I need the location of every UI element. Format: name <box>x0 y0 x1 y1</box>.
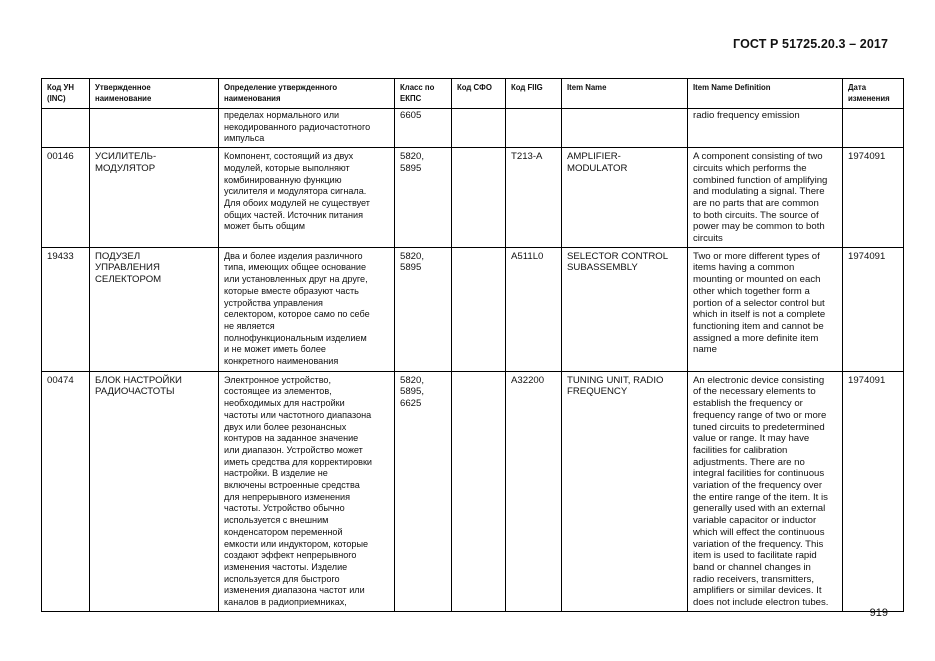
cell-code: 00146 <box>42 148 90 248</box>
cell-change-date <box>843 109 904 148</box>
cell-fiig-code: A32200 <box>506 371 562 611</box>
cell-item-name-definition: An electronic device consisting of the necessary elements to establish the frequency or frequency range of two or more tuned circuits to predetermined value or range. It may have facilities for calibration adjustments. There are no integral facilities for continuous variation of the frequency over the entire range of the item. It is generally used with an external variable capacitor or inductor which will effect the continuous variation of the frequency. This item is used to facilitate rapid band or channel changes in radio receivers, transmitters, amplifiers or similar devices. It does not include electron tubes. <box>688 371 843 611</box>
cell-fiig-code <box>506 109 562 148</box>
cell-approved-definition: Компонент, состоящий из двух модулей, которые выполняют комбинированную функцию усилителя и модулятора сигнала. Для обоих модулей не существует общих частей. Источник питания может быть общим <box>219 148 395 248</box>
cell-approved-name: БЛОК НАСТРОЙКИ РАДИОЧАСТОТЫ <box>90 371 219 611</box>
cell-code <box>42 109 90 148</box>
header-approved-name: Утвержденное наименование <box>90 79 219 109</box>
cell-item-name: SELECTOR CONTROL SUBASSEMBLY <box>562 247 688 371</box>
cell-item-name <box>562 109 688 148</box>
cell-approved-name: ПОДУЗЕЛ УПРАВЛЕНИЯ СЕЛЕКТОРОМ <box>90 247 219 371</box>
cell-item-name: AMPLIFIER- MODULATOR <box>562 148 688 248</box>
header-approved-definition: Определение утвержденного наименования <box>219 79 395 109</box>
cell-sfo-code <box>452 148 506 248</box>
table-row <box>42 247 904 371</box>
cell-item-name: TUNING UNIT, RADIO FREQUENCY <box>562 371 688 611</box>
cell-ekps-class: 5820, 5895, 6625 <box>395 371 452 611</box>
header-code: Код УН (INC) <box>42 79 90 109</box>
header-change-date: Дата изменения <box>843 79 904 109</box>
cell-change-date: 1974091 <box>843 247 904 371</box>
cell-approved-name <box>90 109 219 148</box>
cell-change-date: 1974091 <box>843 371 904 611</box>
cell-code: 00474 <box>42 371 90 611</box>
cell-approved-definition: Два и более изделия различного типа, имеющих общее основание или установленных друг на друге, которые вместе образуют часть устройства управления селектором, которое само по себе не является полнофункциональным изделием и не может иметь более конкретного наименования <box>219 247 395 371</box>
header-sfo-code: Код СФО <box>452 79 506 109</box>
cell-approved-name: УСИЛИТЕЛЬ- МОДУЛЯТОР <box>90 148 219 248</box>
cell-fiig-code: T213-A <box>506 148 562 248</box>
cell-item-name-definition: radio frequency emission <box>688 109 843 148</box>
header-fiig-code: Код FIIG <box>506 79 562 109</box>
cell-approved-definition: Электронное устройство, состоящее из элементов, необходимых для настройки частоты или частотного диапазона двух или более резонансных контуров на заданное значение или диапазон. Устройство может иметь средства для корректировки настройки. В изделие не включены встроенные средства для непрерывного изменения частоты. Устройство обычно используется с внешним конденсатором переменной емкости или индуктором, которые создают эффект непрерывного изменения частоты. Изделие используется для быстрого изменения диапазона частот или каналов в радиоприемниках, <box>219 371 395 611</box>
cell-sfo-code <box>452 247 506 371</box>
cell-ekps-class: 5820, 5895 <box>395 148 452 248</box>
table-header-row <box>42 79 904 109</box>
cell-ekps-class: 6605 <box>395 109 452 148</box>
cell-sfo-code <box>452 109 506 148</box>
cell-sfo-code <box>452 371 506 611</box>
header-ekps-class: Класс по ЕКПС <box>395 79 452 109</box>
header-item-name-definition: Item Name Definition <box>688 79 843 109</box>
cell-ekps-class: 5820, 5895 <box>395 247 452 371</box>
page-number: 919 <box>869 607 888 619</box>
cell-change-date: 1974091 <box>843 148 904 248</box>
document-title: ГОСТ Р 51725.20.3 – 2017 <box>733 37 888 51</box>
cell-approved-definition: пределах нормального или некодированного радиочастотного импульса <box>219 109 395 148</box>
table-row <box>42 109 904 148</box>
nomenclature-table <box>41 78 904 612</box>
header-item-name: Item Name <box>562 79 688 109</box>
table-row <box>42 371 904 611</box>
cell-fiig-code: A511L0 <box>506 247 562 371</box>
cell-code: 19433 <box>42 247 90 371</box>
table-row <box>42 148 904 248</box>
cell-item-name-definition: Two or more different types of items having a common mounting or mounted on each other which together form a portion of a selector control but which in itself is not a complete functioning item and cannot be assigned a more definite item name <box>688 247 843 371</box>
cell-item-name-definition: A component consisting of two circuits which performs the combined function of amplifying and modulating a signal. There are no parts that are common to both circuits. The source of power may be common to both circuits <box>688 148 843 248</box>
